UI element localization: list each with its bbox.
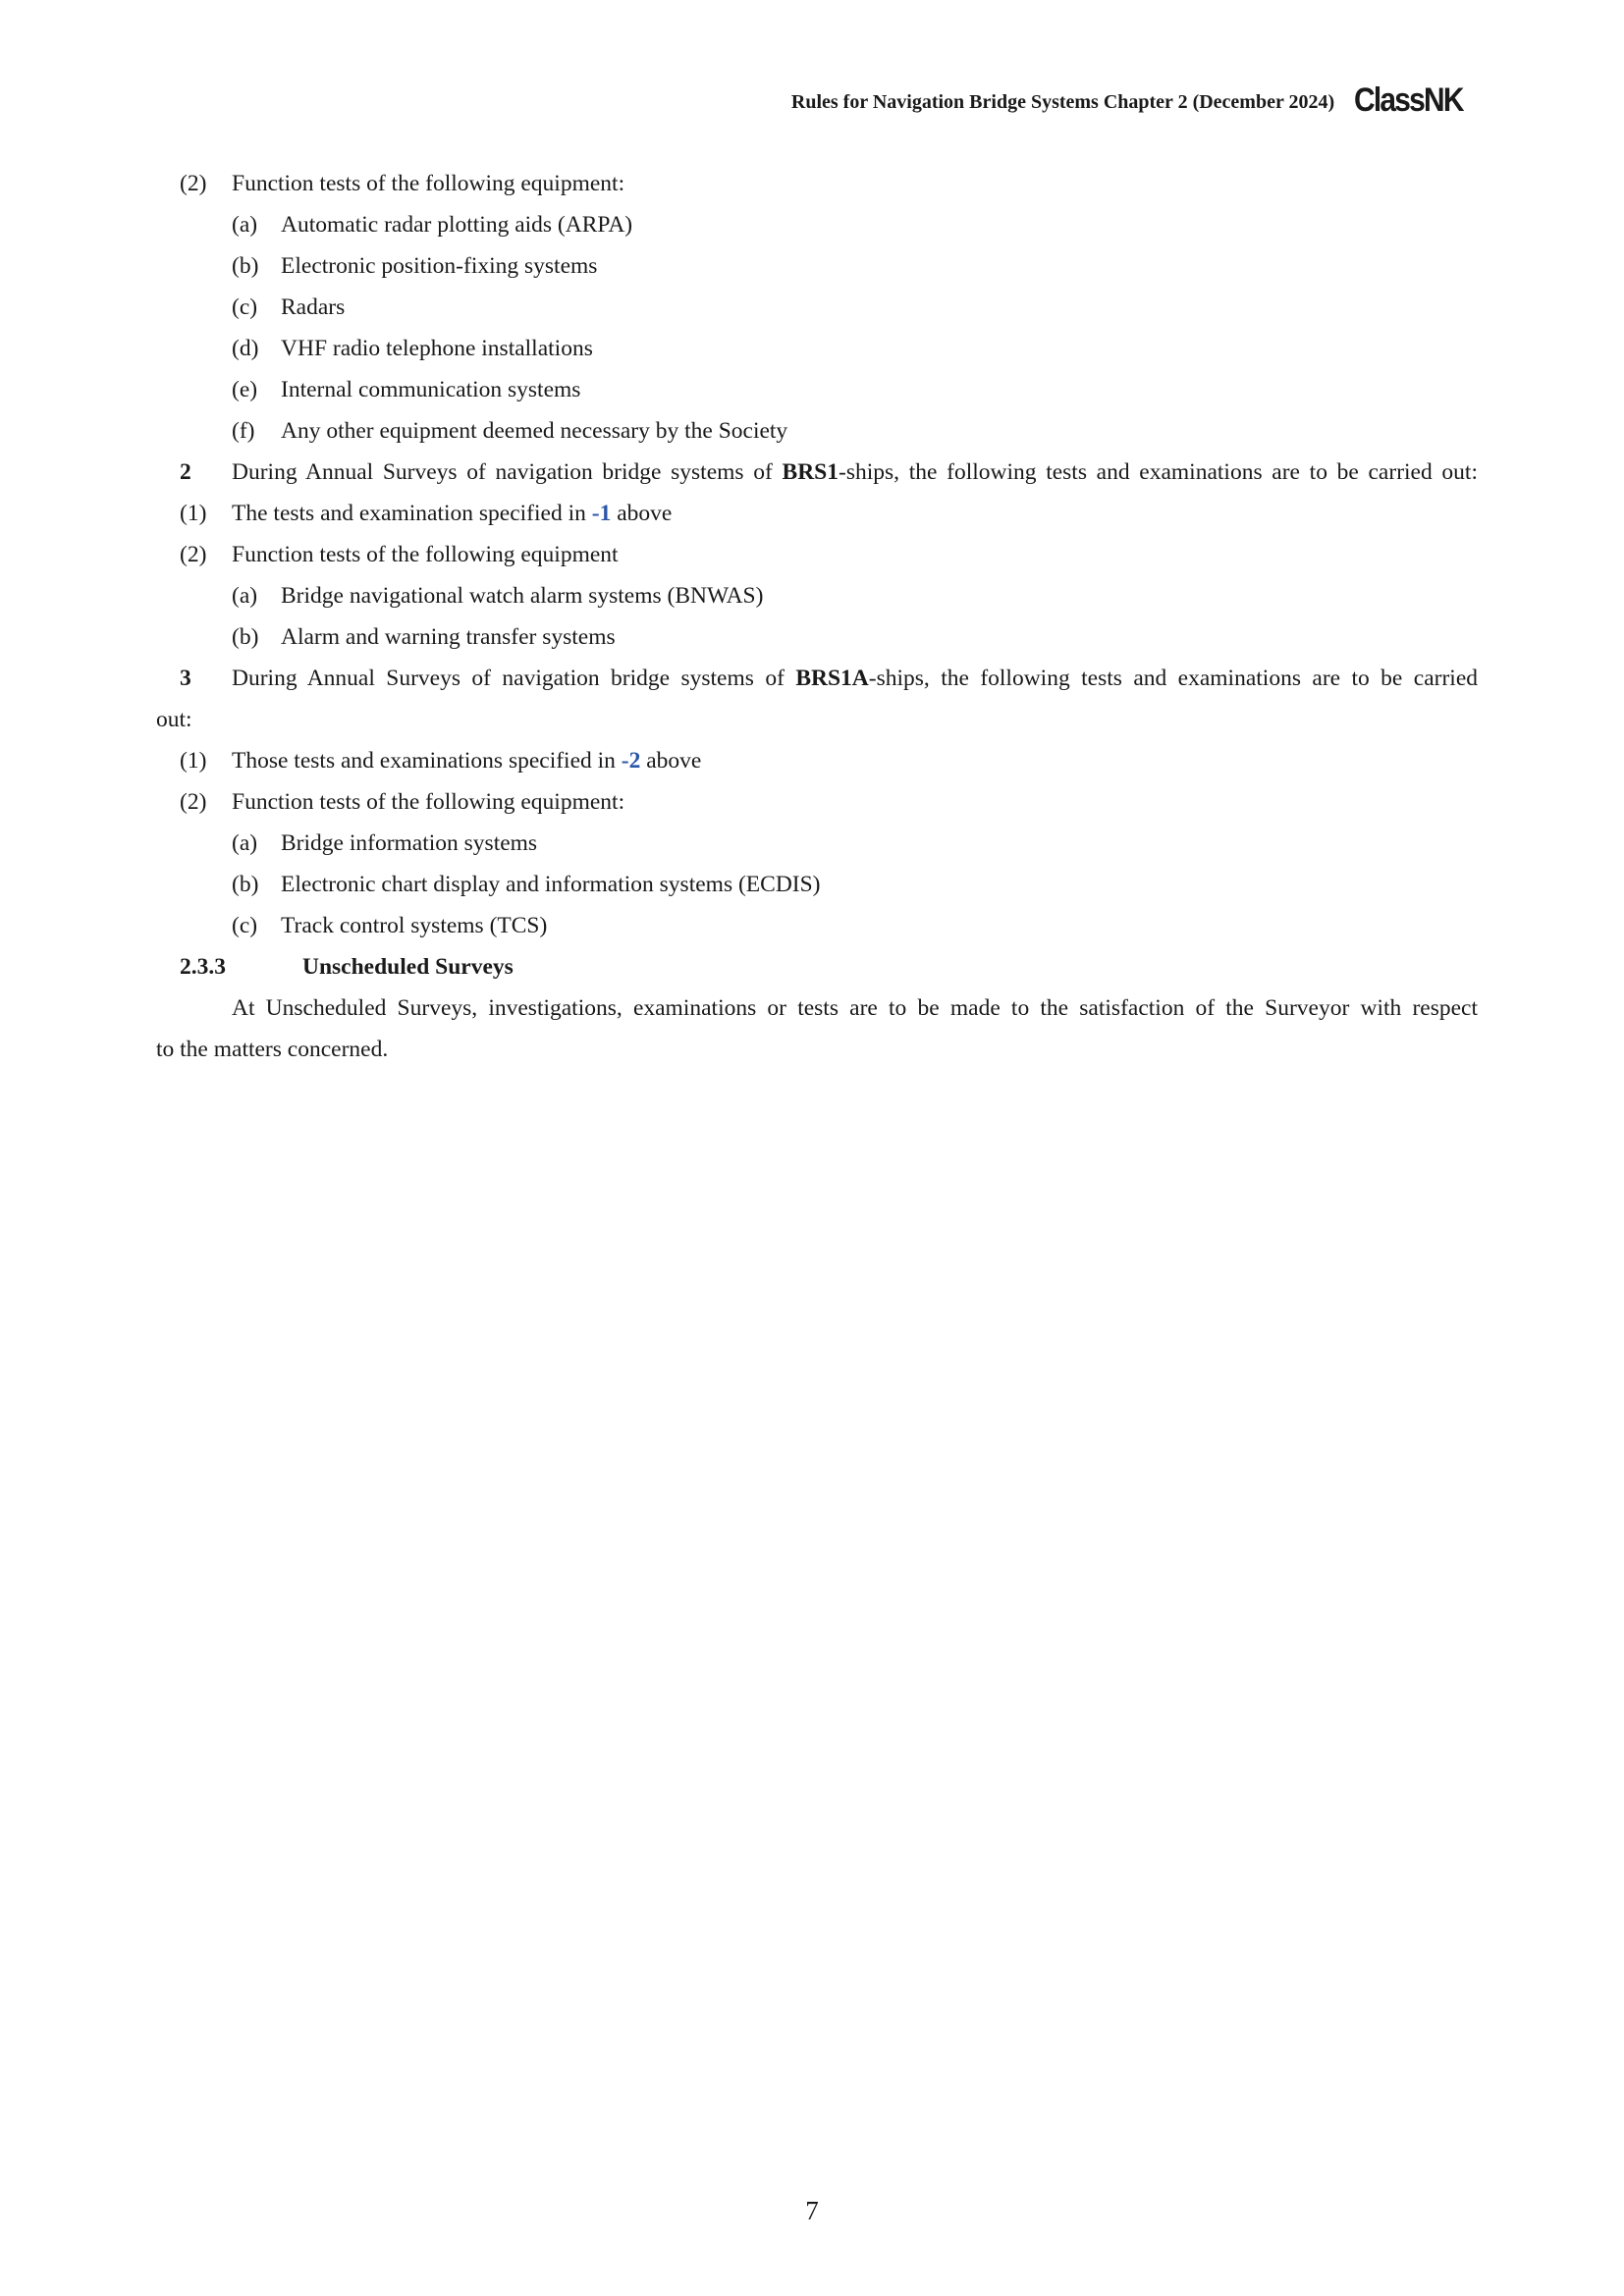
paragraph-text bbox=[232, 664, 1478, 693]
item-label: (a) bbox=[232, 830, 258, 856]
item-label: (e) bbox=[232, 377, 258, 402]
item-text: Alarm and warning transfer systems bbox=[281, 624, 616, 650]
item-label: (2) bbox=[180, 171, 207, 196]
item-label: (b) bbox=[232, 253, 259, 279]
item-text: Electronic position-fixing systems bbox=[281, 253, 598, 279]
classnk-logo: ClassNK bbox=[1354, 81, 1463, 119]
item-label: (c) bbox=[232, 294, 258, 320]
item-text bbox=[232, 499, 672, 528]
item-text: Radars bbox=[281, 294, 346, 320]
item-text: Automatic radar plotting aids (ARPA) bbox=[281, 212, 633, 238]
paragraph-text bbox=[232, 457, 1478, 487]
text-segment: Those tests and examinations specified in bbox=[232, 748, 622, 774]
section-body-line: At Unscheduled Surveys, investigations, examinations or tests are to be made to the satisfaction of the Surveyor with respect bbox=[232, 995, 1478, 1021]
text-segment: During Annual Surveys of navigation bridge systems of bbox=[232, 666, 796, 691]
cross-reference-link[interactable]: -1 bbox=[591, 501, 612, 526]
item-text: Any other equipment deemed necessary by the Society bbox=[281, 418, 788, 444]
item-text: Function tests of the following equipment: bbox=[232, 171, 625, 196]
paragraph-number: 3 bbox=[180, 666, 191, 691]
item-text bbox=[232, 746, 701, 775]
ship-notation: BRS1 bbox=[782, 459, 839, 485]
text-segment: The tests and examination specified in bbox=[232, 501, 592, 526]
item-text: Function tests of the following equipment bbox=[232, 542, 619, 567]
item-label: (b) bbox=[232, 872, 259, 897]
item-label: (2) bbox=[180, 789, 207, 815]
item-label: (f) bbox=[232, 418, 255, 444]
item-text: Internal communication systems bbox=[281, 377, 581, 402]
text-segment: -ships, the following tests and examinations are to be carried out: bbox=[839, 459, 1478, 485]
text-segment: above bbox=[611, 501, 673, 526]
item-text: Electronic chart display and information systems (ECDIS) bbox=[281, 872, 821, 897]
item-label: (2) bbox=[180, 542, 207, 567]
text-segment: above bbox=[640, 748, 702, 774]
text-segment: During Annual Surveys of navigation bridge systems of bbox=[232, 459, 783, 485]
section-body-line: to the matters concerned. bbox=[156, 1037, 389, 1062]
page-header bbox=[0, 79, 1478, 117]
cross-reference-link[interactable]: -2 bbox=[621, 748, 641, 774]
section-title: Unscheduled Surveys bbox=[302, 954, 514, 980]
item-label: (1) bbox=[180, 748, 207, 774]
text-segment: -ships, the following tests and examinations are to be carried bbox=[868, 666, 1478, 691]
continuation-text: out: bbox=[156, 707, 192, 732]
item-label: (a) bbox=[232, 583, 258, 609]
section-number: 2.3.3 bbox=[180, 954, 226, 980]
item-label: (1) bbox=[180, 501, 207, 526]
item-text: Track control systems (TCS) bbox=[281, 913, 548, 938]
item-label: (d) bbox=[232, 336, 259, 361]
item-text: Bridge navigational watch alarm systems (BNWAS) bbox=[281, 583, 764, 609]
header-title: Rules for Navigation Bridge Systems Chapter 2 (December 2024) bbox=[790, 91, 1335, 113]
item-text: Bridge information systems bbox=[281, 830, 538, 856]
item-label: (b) bbox=[232, 624, 259, 650]
item-text: Function tests of the following equipment: bbox=[232, 789, 625, 815]
paragraph-number: 2 bbox=[180, 459, 191, 485]
item-text: VHF radio telephone installations bbox=[281, 336, 593, 361]
page-number: 7 bbox=[805, 2196, 819, 2225]
item-label: (a) bbox=[232, 212, 258, 238]
item-label: (c) bbox=[232, 913, 258, 938]
ship-notation: BRS1A bbox=[795, 666, 869, 691]
